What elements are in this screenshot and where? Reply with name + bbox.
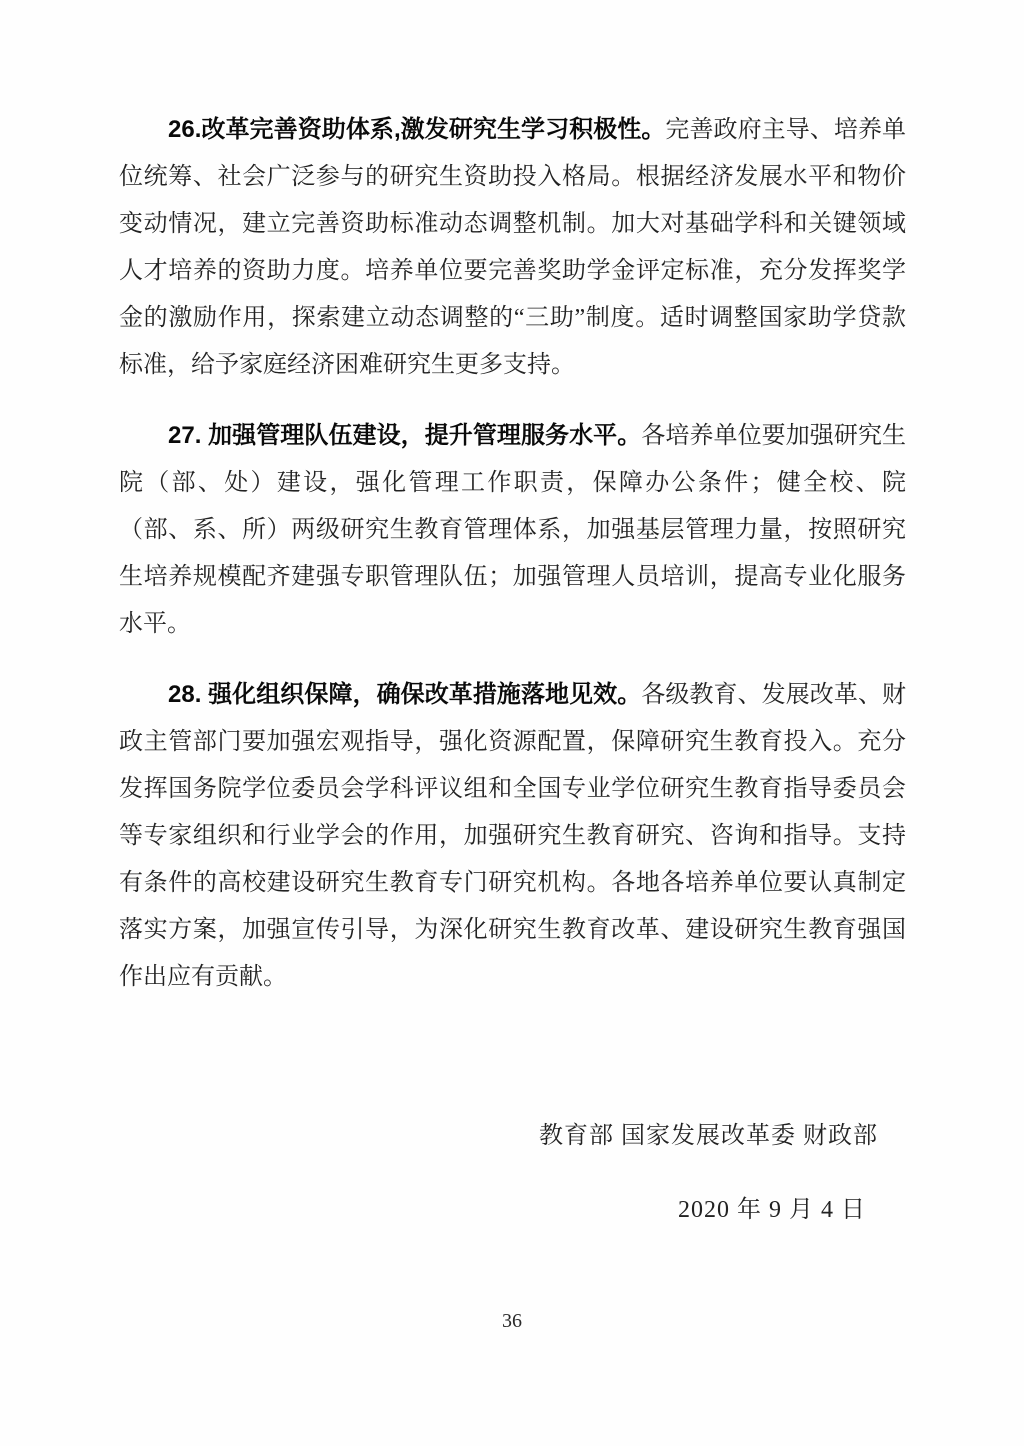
paragraph-27-body: 各培养单位要加强研究生院（部、处）建设，强化管理工作职责，保障办公条件；健全校、院（部、系、所）两级研究生教育管理体系，加强基层管理力量，按照研究生培养规模配齐建强专职管理队伍；加强管理人员培训，提高专业化服务水平。	[119, 423, 907, 637]
paragraph-27	[119, 412, 906, 648]
signature-agencies: 教育部 国家发展改革委 财政部	[539, 1123, 878, 1149]
paragraph-26-lead: 26.改革完善资助体系,激发研究生学习积极性。	[168, 116, 666, 143]
paragraph-28-lead: 28. 强化组织保障，确保改革措施落地见效。	[168, 681, 642, 708]
paragraph-26	[119, 106, 906, 389]
page-number: 36	[502, 1310, 522, 1332]
document-content	[119, 106, 906, 1234]
signature-date: 2020 年 9 月 4 日	[678, 1197, 866, 1223]
paragraph-26-body: 完善政府主导、培养单位统筹、社会广泛参与的研究生资助投入格局。根据经济发展水平和物价变动情况，建立完善资助标准动态调整机制。加大对基础学科和关键领域人才培养的资助力度。培养单位要完善奖助学金评定标准，充分发挥奖学金的激励作用，探索建立动态调整的“三助”制度。适时调整国家助学贷款标准，给予家庭经济困难研究生更多支持。	[119, 117, 907, 378]
paragraph-28	[119, 671, 906, 1001]
paragraph-27-lead: 27. 加强管理队伍建设，提升管理服务水平。	[168, 422, 642, 449]
paragraph-28-body: 各级教育、发展改革、财政主管部门要加强宏观指导，强化资源配置，保障研究生教育投入。充分发挥国务院学位委员会学科评议组和全国专业学位研究生教育指导委员会等专家组织和行业学会的作用，加强研究生教育研究、咨询和指导。支持有条件的高校建设研究生教育专门研究机构。各地各培养单位要认真制定落实方案，加强宣传引导，为深化研究生教育改革、建设研究生教育强国作出应有贡献。	[119, 682, 907, 990]
